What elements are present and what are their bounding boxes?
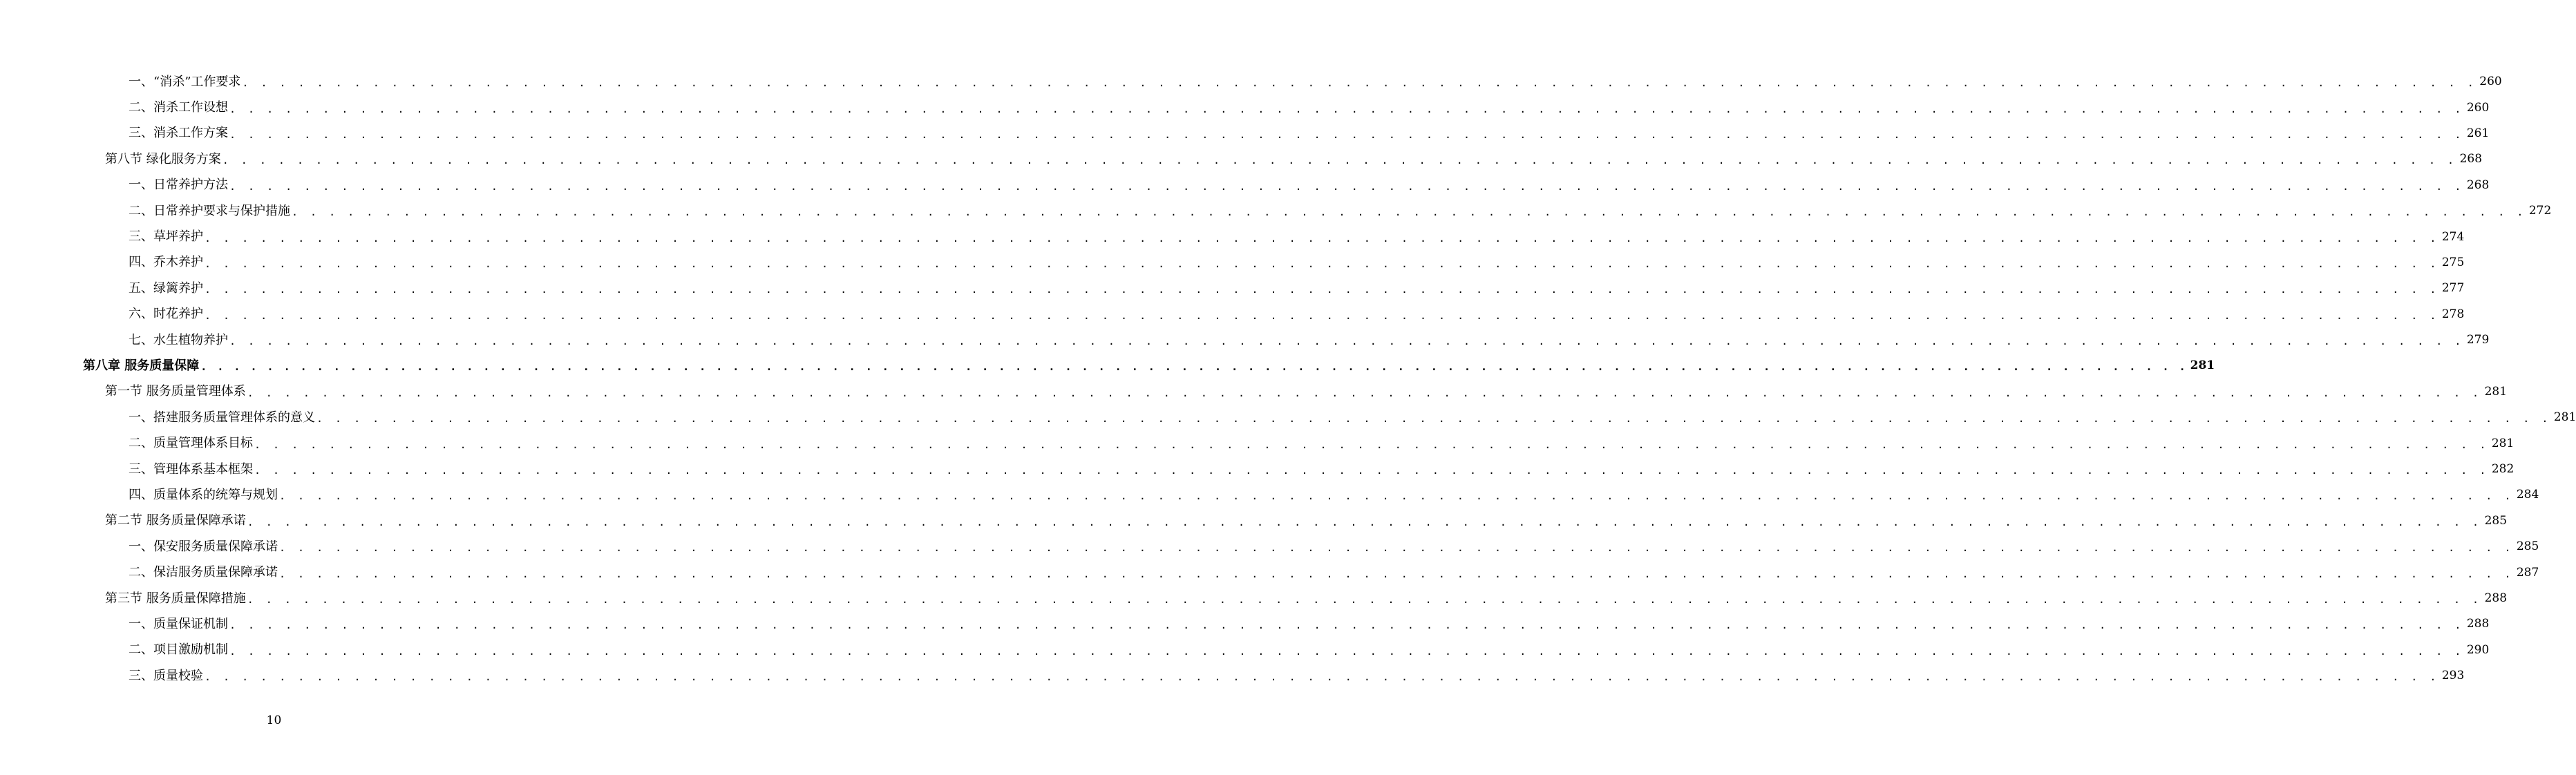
toc-entry-title: 三、草坪养护 xyxy=(129,229,203,245)
toc-entry[interactable] xyxy=(0,302,2465,327)
toc-entry-page-number: 284 xyxy=(2516,488,2539,502)
toc-entry[interactable] xyxy=(0,430,2515,456)
toc-entry[interactable] xyxy=(0,224,2465,249)
table-of-contents xyxy=(0,69,2576,689)
toc-entry-page-number: 278 xyxy=(2441,307,2465,321)
toc-entry-page-number: 287 xyxy=(2516,565,2539,580)
toc-entry-title: 第三节 服务质量保障措施 xyxy=(105,591,246,606)
toc-dot-leader: . . . . . . . . . . . . . . . . . . . . . . . . . . . . . . . . . . . . . . . . . . . . . . . . . . . . . . . . . . . . . . . . . . . . . . . . . . . . . . . . . . . . . . . . . . . . . . . . . . . . . . . . . . . . . . . . . . . . . . . . xyxy=(229,128,2464,141)
toc-dot-leader: . . . . . . . . . . . . . . . . . . . . . . . . . . . . . . . . . . . . . . . . . . . . . . . . . . . . . . . . . . . . . . . . . . . . . . . . . . . . . . . . . . . . . . . . . . . . . . . . . . . . . . . . . . . . . . . . . . . . . . . . xyxy=(229,335,2464,348)
page-number: 10 xyxy=(266,714,282,727)
toc-dot-leader: . . . . . . . . . . . . . . . . . . . . . . . . . . . . . . . . . . . . . . . . . . . . . . . . . . . . . . . . . . . . . . . . . . . . . . . . . . . . . . . . . . . . . . . . . . . . . . . . . . . . . . . . . . . . . . . . . . . . . . . . xyxy=(229,619,2464,632)
toc-entry[interactable] xyxy=(0,276,2465,301)
toc-entry-page-number: 281 xyxy=(2484,384,2508,399)
toc-entry-page-number: 260 xyxy=(2466,100,2490,115)
toc-entry[interactable] xyxy=(0,482,2539,508)
toc-entry-page-number: 261 xyxy=(2466,126,2490,140)
toc-dot-leader: . . . . . . . . . . . . . . . . . . . . . . . . . . . . . . . . . . . . . . . . . . . . . . . . . . . . . . . . . . . . . . . . . . . . . . . . . . . . . . . . . . . . . . . . . . . . . . . . . . . . . . . . . . . . . . . . . . . . . . . . xyxy=(205,309,2439,322)
toc-entry[interactable] xyxy=(0,379,2508,405)
toc-dot-leader: . . . . . . . . . . . . . . . . . . . . . . . . . . . . . . . . . . . . . . . . . . . . . . . . . . . . . . . . . . . . . . . . . . . . . . . . . . . . . . . . . . . . . . . . . . . . . . . . . . . . . . . . . . . . . . . . . . . . . . . . xyxy=(242,77,2477,90)
toc-entry-page-number: 281 xyxy=(2553,410,2576,425)
toc-entry-title: 第八节 绿化服务方案 xyxy=(105,151,221,166)
toc-entry[interactable] xyxy=(0,173,2490,198)
toc-entry-title: 二、保洁服务质量保障承诺 xyxy=(129,565,278,580)
toc-entry[interactable] xyxy=(0,69,2502,95)
toc-entry-title: 一、保安服务质量保障承诺 xyxy=(129,539,278,554)
toc-entry-title: 五、绿篱养护 xyxy=(129,280,203,296)
toc-entry-page-number: 290 xyxy=(2466,642,2490,657)
toc-dot-leader: . . . . . . . . . . . . . . . . . . . . . . . . . . . . . . . . . . . . . . . . . . . . . . . . . . . . . . . . . . . . . . . . . . . . . . . . . . . . . . . . . . . . . . . . . . . . . . . . . . . . . . . . . . . . . . . . . . . . . . . . xyxy=(254,438,2489,451)
toc-entry-title: 一、质量保证机制 xyxy=(129,616,228,631)
toc-entry-title: 一、日常养护方法 xyxy=(129,178,228,193)
toc-dot-leader: . . . . . . . . . . . . . . . . . . . . . . . . . . . . . . . . . . . . . . . . . . . . . . . . . . . . . . . . . . . . . . . . . . . . . . . . . . . . . . . . . . . . . . . . . . . . . . . . . . . . . . . . . . . . . . . . . . . . . . . . xyxy=(205,231,2439,245)
toc-entry[interactable] xyxy=(0,638,2490,663)
toc-entry[interactable] xyxy=(0,95,2490,120)
toc-dot-leader: . . . . . . . . . . . . . . . . . . . . . . . . . . . . . . . . . . . . . . . . . . . . . . . . . . . . . . . . . . . . . . . . . . . . . . . . . . . . . . . . . . . . . . . . . . . . . . . . . . . . . . . . . . . . . . . . . . . . . . . . xyxy=(229,102,2464,115)
toc-dot-leader: . . . . . . . . . . . . . . . . . . . . . . . . . . . . . . . . . . . . . . . . . . . . . . . . . . . . . . . . . . . . . . . . . . . . . . . . . . . . . . . . . . . . . . . . . . . . . . . . . . . . . . . . . . . . . . . . . . . . . . . . xyxy=(222,154,2457,167)
toc-entry-page-number: 288 xyxy=(2466,617,2490,631)
toc-entry[interactable] xyxy=(0,198,2552,224)
toc-entry-title: 四、乔木养护 xyxy=(129,255,203,270)
toc-dot-leader: . . . . . . . . . . . . . . . . . . . . . . . . . . . . . . . . . . . . . . . . . . . . . . . . . . . . . . . . . . . . . . . . . . . . . . . . . . . . . . . . . . . . . . . . . . . . . . . . . . . . . . . . . . . . . . . . . . . . . . . . xyxy=(279,542,2514,555)
toc-entry[interactable] xyxy=(0,121,2490,146)
toc-dot-leader: . . . . . . . . . . . . . . . . . . . . . . . . . . . . . . . . . . . . . . . . . . . . . . . . . . . . . . . . . . . . . . . . . . . . . . . . . . . . . . . . . . . . . . . . . . . . . . . . . . . . . . . . . . . . . . . . . . . . . . . . xyxy=(292,206,2526,219)
toc-entry-title: 三、管理体系基本框架 xyxy=(129,461,253,477)
toc-entry-page-number: 260 xyxy=(2479,75,2502,89)
toc-entry[interactable] xyxy=(0,663,2465,689)
toc-dot-leader: . . . . . . . . . . . . . . . . . . . . . . . . . . . . . . . . . . . . . . . . . . . . . . . . . . . . . . . . . . . . . . . . . . . . . . . . . . . . . . . . . . . . . . . . . . . . . . . . . . . . . . . . . . . . . . . . . . . . . . . . xyxy=(316,412,2551,425)
toc-entry[interactable] xyxy=(0,327,2490,353)
toc-entry-title: 第一节 服务质量管理体系 xyxy=(105,384,246,399)
toc-entry-title: 二、项目激励机制 xyxy=(129,642,228,658)
toc-entry[interactable] xyxy=(0,405,2576,430)
toc-entry-title: 三、消杀工作方案 xyxy=(129,126,228,141)
toc-entry-title: 六、时花养护 xyxy=(129,307,203,322)
toc-entry-page-number: 279 xyxy=(2466,333,2490,347)
toc-entry[interactable] xyxy=(0,146,2483,172)
toc-entry[interactable] xyxy=(0,250,2465,276)
toc-entry-page-number: 268 xyxy=(2459,152,2483,166)
toc-entry-page-number: 282 xyxy=(2491,462,2515,477)
toc-entry[interactable] xyxy=(0,586,2508,611)
toc-dot-leader: . . . . . . . . . . . . . . . . . . . . . . . . . . . . . . . . . . . . . . . . . . . . . . . . . . . . . . . . . . . . . . . . . . . . . . . . . . . . . . . . . . . . . . . . . . . . . . . . . . . . . . . . . . . . . . . . . . . . . . . . xyxy=(247,515,2482,528)
toc-entry-page-number: 281 xyxy=(2491,436,2515,450)
toc-dot-leader: . . . . . . . . . . . . . . . . . . . . . . . . . . . . . . . . . . . . . . . . . . . . . . . . . . . . . . . . . . . . . . . . . . . . . . . . . . . . . . . . . . . . . . . . . . . . . . . . . . . . . . . . . . . . . . . . . . . . . . . . xyxy=(279,567,2514,580)
toc-entry-page-number: 274 xyxy=(2441,229,2465,244)
toc-entry-title: 二、质量管理体系目标 xyxy=(129,436,253,451)
toc-entry-title: 一、“消杀”工作要求 xyxy=(129,74,241,89)
toc-entry[interactable] xyxy=(0,457,2515,482)
toc-entry-page-number: 272 xyxy=(2528,204,2552,218)
toc-entry-page-number: 288 xyxy=(2484,591,2508,605)
toc-entry-page-number: 285 xyxy=(2484,513,2508,528)
toc-dot-leader: . . . . . . . . . . . . . . . . . . . . . . . . . . . . . . . . . . . . . . . . . . . . . . . . . . . . . . . . . . . . . . . . . . . . . . . . . . . . . . . . . . . . . . . . . . . . . . . . . . . . . . . . . . . . . . . . . . . . . . . . xyxy=(205,671,2439,684)
toc-entry[interactable] xyxy=(0,559,2539,585)
toc-entry-page-number: 277 xyxy=(2441,281,2465,296)
toc-entry-title: 四、质量体系的统筹与规划 xyxy=(129,487,278,502)
toc-entry-page-number: 275 xyxy=(2441,255,2465,269)
toc-dot-leader: . . . . . . . . . . . . . . . . . . . . . . . . . . . . . . . . . . . . . . . . . . . . . . . . . . . . . . . . . . . . . . . . . . . . . . . . . . . . . . . . . . . . . . . . . . . . . . . . . . . . . . . . . . . . . . . . . . . . . . . . xyxy=(200,361,2188,374)
toc-entry-page-number: 285 xyxy=(2516,539,2539,554)
toc-entry-title: 第二节 服务质量保障承诺 xyxy=(105,513,246,528)
toc-dot-leader: . . . . . . . . . . . . . . . . . . . . . . . . . . . . . . . . . . . . . . . . . . . . . . . . . . . . . . . . . . . . . . . . . . . . . . . . . . . . . . . . . . . . . . . . . . . . . . . . . . . . . . . . . . . . . . . . . . . . . . . . xyxy=(279,490,2514,503)
toc-entry[interactable] xyxy=(0,611,2490,637)
toc-entry[interactable] xyxy=(0,534,2539,559)
toc-entry-title: 一、搭建服务质量管理体系的意义 xyxy=(129,410,315,425)
toc-entry-title: 七、水生植物养护 xyxy=(129,332,228,347)
toc-dot-leader: . . . . . . . . . . . . . . . . . . . . . . . . . . . . . . . . . . . . . . . . . . . . . . . . . . . . . . . . . . . . . . . . . . . . . . . . . . . . . . . . . . . . . . . . . . . . . . . . . . . . . . . . . . . . . . . . . . . . . . . . xyxy=(247,593,2482,606)
toc-entry[interactable] xyxy=(0,508,2508,534)
toc-entry-page-number: 268 xyxy=(2466,178,2490,192)
toc-dot-leader: . . . . . . . . . . . . . . . . . . . . . . . . . . . . . . . . . . . . . . . . . . . . . . . . . . . . . . . . . . . . . . . . . . . . . . . . . . . . . . . . . . . . . . . . . . . . . . . . . . . . . . . . . . . . . . . . . . . . . . . . xyxy=(229,180,2464,193)
toc-entry[interactable] xyxy=(0,353,2215,379)
toc-entry-page-number: 281 xyxy=(2190,358,2215,373)
toc-entry-title: 三、质量校验 xyxy=(129,668,203,683)
toc-dot-leader: . . . . . . . . . . . . . . . . . . . . . . . . . . . . . . . . . . . . . . . . . . . . . . . . . . . . . . . . . . . . . . . . . . . . . . . . . . . . . . . . . . . . . . . . . . . . . . . . . . . . . . . . . . . . . . . . . . . . . . . . xyxy=(229,644,2464,658)
toc-dot-leader: . . . . . . . . . . . . . . . . . . . . . . . . . . . . . . . . . . . . . . . . . . . . . . . . . . . . . . . . . . . . . . . . . . . . . . . . . . . . . . . . . . . . . . . . . . . . . . . . . . . . . . . . . . . . . . . . . . . . . . . . xyxy=(254,464,2489,477)
toc-entry-title: 二、消杀工作设想 xyxy=(129,100,228,115)
toc-entry-page-number: 293 xyxy=(2441,669,2465,683)
toc-dot-leader: . . . . . . . . . . . . . . . . . . . . . . . . . . . . . . . . . . . . . . . . . . . . . . . . . . . . . . . . . . . . . . . . . . . . . . . . . . . . . . . . . . . . . . . . . . . . . . . . . . . . . . . . . . . . . . . . . . . . . . . . xyxy=(205,257,2439,270)
toc-entry-title: 二、日常养护要求与保护措施 xyxy=(129,203,290,218)
toc-entry-title: 第八章 服务质量保障 xyxy=(83,358,200,373)
toc-dot-leader: . . . . . . . . . . . . . . . . . . . . . . . . . . . . . . . . . . . . . . . . . . . . . . . . . . . . . . . . . . . . . . . . . . . . . . . . . . . . . . . . . . . . . . . . . . . . . . . . . . . . . . . . . . . . . . . . . . . . . . . . xyxy=(247,386,2482,399)
toc-dot-leader: . . . . . . . . . . . . . . . . . . . . . . . . . . . . . . . . . . . . . . . . . . . . . . . . . . . . . . . . . . . . . . . . . . . . . . . . . . . . . . . . . . . . . . . . . . . . . . . . . . . . . . . . . . . . . . . . . . . . . . . . xyxy=(205,283,2439,296)
